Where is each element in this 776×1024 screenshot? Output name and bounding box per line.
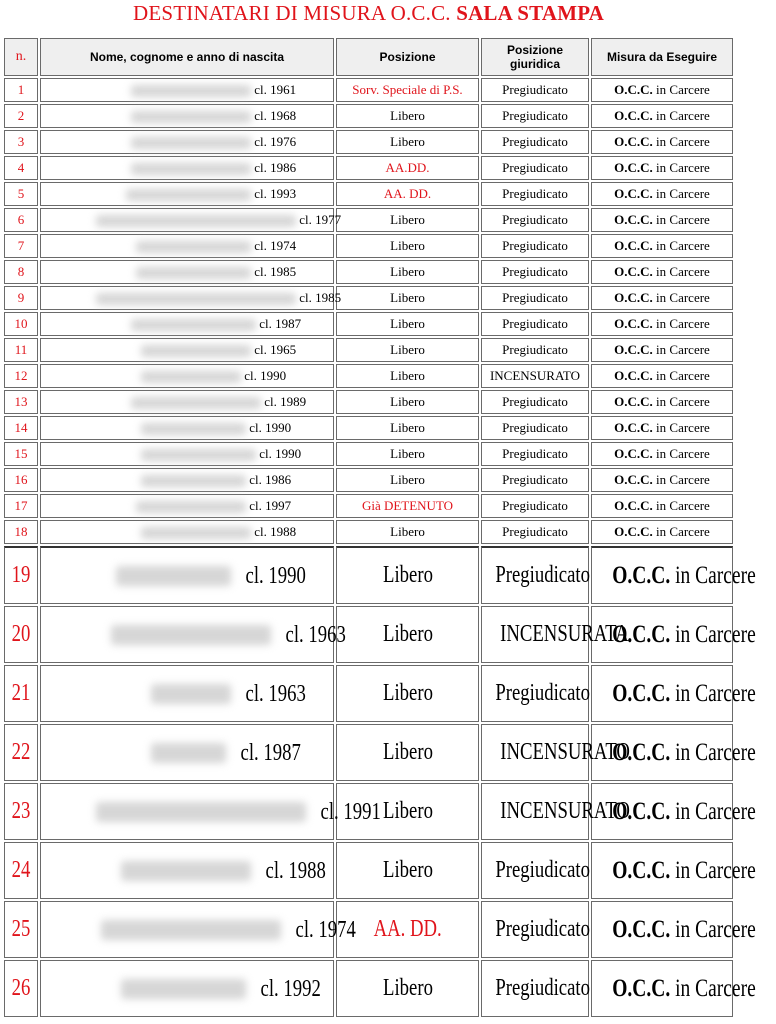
redacted-name: [141, 371, 241, 383]
birth-year: cl. 1986: [249, 472, 292, 488]
row-position: Libero: [336, 234, 479, 258]
row-legal-status: INCENSURATA: [481, 606, 589, 663]
row-measure: O.C.C. in Carcere: [591, 960, 733, 1017]
row-number: 1: [4, 78, 38, 102]
birth-year: cl. 1992: [260, 975, 321, 1002]
table-row: [4, 130, 733, 154]
row-position: Libero: [336, 546, 479, 604]
table-row: [4, 494, 733, 518]
row-legal-status: Pregiudicato: [481, 494, 589, 518]
redacted-name: [141, 345, 251, 357]
row-number: 16: [4, 468, 38, 492]
birth-year: cl. 1963: [285, 621, 346, 648]
row-number: 8: [4, 260, 38, 284]
birth-year: cl. 1963: [245, 680, 306, 707]
row-measure: O.C.C. in Carcere: [591, 182, 733, 206]
row-legal-status: Pregiudicato: [481, 182, 589, 206]
row-name: [40, 182, 334, 206]
birth-year: cl. 1985: [254, 264, 297, 280]
row-legal-status: Pregiudicato: [481, 338, 589, 362]
birth-year: cl. 1974: [254, 238, 297, 254]
row-name: [40, 494, 334, 518]
birth-year: cl. 1974: [295, 916, 356, 943]
row-legal-status: Pregiudicato: [481, 960, 589, 1017]
redacted-name: [141, 527, 251, 539]
row-position: Libero: [336, 286, 479, 310]
redacted-name: [121, 979, 246, 999]
birth-year: cl. 1977: [299, 212, 342, 228]
row-legal-status: Pregiudicato: [481, 104, 589, 128]
row-number: 7: [4, 234, 38, 258]
table-row: [4, 286, 733, 310]
table-row: [4, 260, 733, 284]
header-position: Posizione: [336, 38, 479, 76]
row-position: AA.DD.: [336, 156, 479, 180]
table-row: [4, 442, 733, 466]
row-name: [40, 286, 342, 310]
row-number: 17: [4, 494, 38, 518]
row-position: Libero: [336, 520, 479, 544]
birth-year: cl. 1965: [254, 342, 297, 358]
row-position: AA. DD.: [336, 182, 479, 206]
row-measure: O.C.C. in Carcere: [591, 312, 733, 336]
row-measure: O.C.C. in Carcere: [591, 468, 733, 492]
row-number: 18: [4, 520, 38, 544]
row-name: [40, 665, 334, 722]
row-position: Libero: [336, 338, 479, 362]
row-number: 6: [4, 208, 38, 232]
table-row: [4, 665, 733, 722]
table-row: [4, 208, 733, 232]
row-position: Libero: [336, 842, 479, 899]
row-position: Libero: [336, 606, 479, 663]
redacted-name: [116, 566, 231, 586]
row-measure: O.C.C. in Carcere: [591, 494, 733, 518]
row-number: 10: [4, 312, 38, 336]
row-number: 22: [4, 724, 38, 781]
table-row: [4, 724, 733, 781]
row-number: 4: [4, 156, 38, 180]
row-name: [40, 260, 334, 284]
birth-year: cl. 1991: [320, 798, 381, 825]
row-name: [40, 442, 334, 466]
row-measure: O.C.C. in Carcere: [591, 364, 733, 388]
page-title: [0, 0, 737, 34]
redacted-name: [121, 861, 251, 881]
row-name: [40, 234, 334, 258]
row-legal-status: INCENSURATO: [481, 783, 589, 840]
row-number: 19: [4, 546, 38, 604]
title-highlight: SALA STAMPA: [456, 1, 605, 25]
row-legal-status: Pregiudicato: [481, 312, 589, 336]
row-legal-status: Pregiudicato: [481, 442, 589, 466]
redacted-name: [136, 241, 251, 253]
table-row: [4, 520, 733, 544]
table-row: [4, 901, 733, 958]
row-number: 21: [4, 665, 38, 722]
row-measure: O.C.C. in Carcere: [591, 901, 733, 958]
row-position: Sorv. Speciale di P.S.: [336, 78, 479, 102]
row-position: AA. DD.: [336, 901, 479, 958]
birth-year: cl. 1976: [254, 134, 297, 150]
redacted-name: [141, 423, 246, 435]
row-legal-status: Pregiudicato: [481, 901, 589, 958]
row-number: 12: [4, 364, 38, 388]
row-legal-status: INCENSURATO: [481, 364, 589, 388]
row-name: [40, 208, 342, 232]
row-measure: O.C.C. in Carcere: [591, 104, 733, 128]
redacted-name: [151, 743, 226, 763]
redacted-name: [131, 85, 251, 97]
row-name: [40, 338, 334, 362]
row-legal-status: Pregiudicato: [481, 665, 589, 722]
birth-year: cl. 1989: [264, 394, 307, 410]
row-legal-status: Pregiudicato: [481, 208, 589, 232]
birth-year: cl. 1990: [259, 446, 302, 462]
row-measure: O.C.C. in Carcere: [591, 286, 733, 310]
row-name: [40, 364, 334, 388]
redacted-name: [141, 475, 246, 487]
redacted-name: [96, 215, 296, 227]
birth-year: cl. 1961: [254, 82, 297, 98]
header-num: n.: [4, 38, 38, 76]
row-name: [40, 783, 381, 840]
table-row: [4, 842, 733, 899]
row-name: [40, 468, 334, 492]
row-position: Libero: [336, 208, 479, 232]
row-measure: O.C.C. in Carcere: [591, 416, 733, 440]
row-legal-status: Pregiudicato: [481, 78, 589, 102]
row-legal-status: Pregiudicato: [481, 156, 589, 180]
row-position: Libero: [336, 416, 479, 440]
table-row: [4, 390, 733, 414]
birth-year: cl. 1987: [240, 739, 301, 766]
redacted-name: [131, 111, 251, 123]
birth-year: cl. 1985: [299, 290, 342, 306]
row-name: [40, 78, 334, 102]
row-number: 3: [4, 130, 38, 154]
row-name: [40, 606, 346, 663]
title-prefix: DESTINATARI DI MISURA O.C.C.: [132, 1, 457, 25]
row-number: 14: [4, 416, 38, 440]
table-row: [4, 960, 733, 1017]
row-measure: O.C.C. in Carcere: [591, 338, 733, 362]
table-row: [4, 606, 733, 663]
row-measure: O.C.C. in Carcere: [591, 842, 733, 899]
row-measure: O.C.C. in Carcere: [591, 724, 733, 781]
row-number: 15: [4, 442, 38, 466]
row-measure: O.C.C. in Carcere: [591, 78, 733, 102]
row-measure: O.C.C. in Carcere: [591, 208, 733, 232]
birth-year: cl. 1968: [254, 108, 297, 124]
redacted-name: [151, 684, 231, 704]
birth-year: cl. 1997: [249, 498, 292, 514]
row-legal-status: Pregiudicato: [481, 842, 589, 899]
row-name: [40, 130, 334, 154]
row-legal-status: Pregiudicato: [481, 286, 589, 310]
row-legal-status: INCENSURATO: [481, 724, 589, 781]
redacted-name: [136, 501, 246, 513]
table-row: [4, 546, 733, 604]
table-row: [4, 783, 733, 840]
header-name: Nome, cognome e anno di nascita: [40, 38, 334, 76]
row-name: [40, 104, 334, 128]
row-number: 24: [4, 842, 38, 899]
row-measure: O.C.C. in Carcere: [591, 442, 733, 466]
row-name: [40, 842, 334, 899]
row-name: [40, 312, 334, 336]
row-name: [40, 960, 334, 1017]
row-position: Libero: [336, 783, 479, 840]
row-legal-status: Pregiudicato: [481, 260, 589, 284]
row-measure: O.C.C. in Carcere: [591, 156, 733, 180]
redacted-name: [131, 163, 251, 175]
row-legal-status: Pregiudicato: [481, 130, 589, 154]
redacted-name: [96, 293, 296, 305]
row-number: 25: [4, 901, 38, 958]
row-measure: O.C.C. in Carcere: [591, 130, 733, 154]
birth-year: cl. 1990: [244, 368, 287, 384]
redacted-name: [131, 137, 251, 149]
table-row: [4, 234, 733, 258]
row-legal-status: Pregiudicato: [481, 234, 589, 258]
birth-year: cl. 1987: [259, 316, 302, 332]
table-row: [4, 78, 733, 102]
birth-year: cl. 1990: [245, 562, 306, 589]
header-measure: Misura da Eseguire: [591, 38, 733, 76]
row-legal-status: Pregiudicato: [481, 416, 589, 440]
table-row: [4, 104, 733, 128]
row-legal-status: Pregiudicato: [481, 390, 589, 414]
table-row: [4, 156, 733, 180]
row-number: 13: [4, 390, 38, 414]
birth-year: cl. 1986: [254, 160, 297, 176]
row-legal-status: Pregiudicato: [481, 520, 589, 544]
row-name: [40, 546, 334, 604]
row-position: Libero: [336, 130, 479, 154]
redacted-name: [101, 920, 281, 940]
row-measure: O.C.C. in Carcere: [591, 783, 733, 840]
row-position: Libero: [336, 104, 479, 128]
row-number: 26: [4, 960, 38, 1017]
birth-year: cl. 1988: [265, 857, 326, 884]
row-position: Libero: [336, 312, 479, 336]
row-measure: O.C.C. in Carcere: [591, 520, 733, 544]
row-number: 11: [4, 338, 38, 362]
table-body: [4, 78, 756, 1017]
row-number: 9: [4, 286, 38, 310]
row-position: Libero: [336, 665, 479, 722]
header-row: [4, 38, 733, 76]
row-name: [40, 390, 334, 414]
row-position: Libero: [336, 364, 479, 388]
table-row: [4, 312, 733, 336]
redacted-name: [126, 189, 251, 201]
birth-year: cl. 1988: [254, 524, 297, 540]
birth-year: cl. 1990: [249, 420, 292, 436]
row-number: 5: [4, 182, 38, 206]
redacted-name: [131, 397, 261, 409]
row-position: Libero: [336, 468, 479, 492]
row-number: 2: [4, 104, 38, 128]
row-name: [40, 156, 334, 180]
row-position: Libero: [336, 724, 479, 781]
row-position: Libero: [336, 390, 479, 414]
redacted-name: [96, 802, 306, 822]
table-row: [4, 364, 733, 388]
row-measure: O.C.C. in Carcere: [591, 546, 733, 604]
redacted-name: [111, 625, 271, 645]
table-row: [4, 468, 733, 492]
row-name: [40, 901, 356, 958]
row-number: 20: [4, 606, 38, 663]
row-position: Libero: [336, 260, 479, 284]
row-position: Libero: [336, 960, 479, 1017]
header-legal: [481, 38, 589, 76]
row-name: [40, 724, 334, 781]
row-name: [40, 416, 334, 440]
row-number: 23: [4, 783, 38, 840]
header-legal-label: Posizione giuridica: [506, 43, 563, 71]
redacted-name: [131, 319, 256, 331]
redacted-name: [136, 267, 251, 279]
row-legal-status: Pregiudicato: [481, 468, 589, 492]
recipients-table: [2, 36, 756, 1019]
table-row: [4, 338, 733, 362]
table-row: [4, 416, 733, 440]
redacted-name: [141, 449, 256, 461]
row-measure: O.C.C. in Carcere: [591, 260, 733, 284]
row-measure: O.C.C. in Carcere: [591, 665, 733, 722]
row-measure: O.C.C. in Carcere: [591, 234, 733, 258]
row-position: Già DETENUTO: [336, 494, 479, 518]
row-measure: O.C.C. in Carcere: [591, 390, 733, 414]
row-name: [40, 520, 334, 544]
table-row: [4, 182, 733, 206]
row-measure: O.C.C. in Carcere: [591, 606, 733, 663]
row-position: Libero: [336, 442, 479, 466]
row-legal-status: Pregiudicato: [481, 546, 589, 604]
birth-year: cl. 1993: [254, 186, 297, 202]
